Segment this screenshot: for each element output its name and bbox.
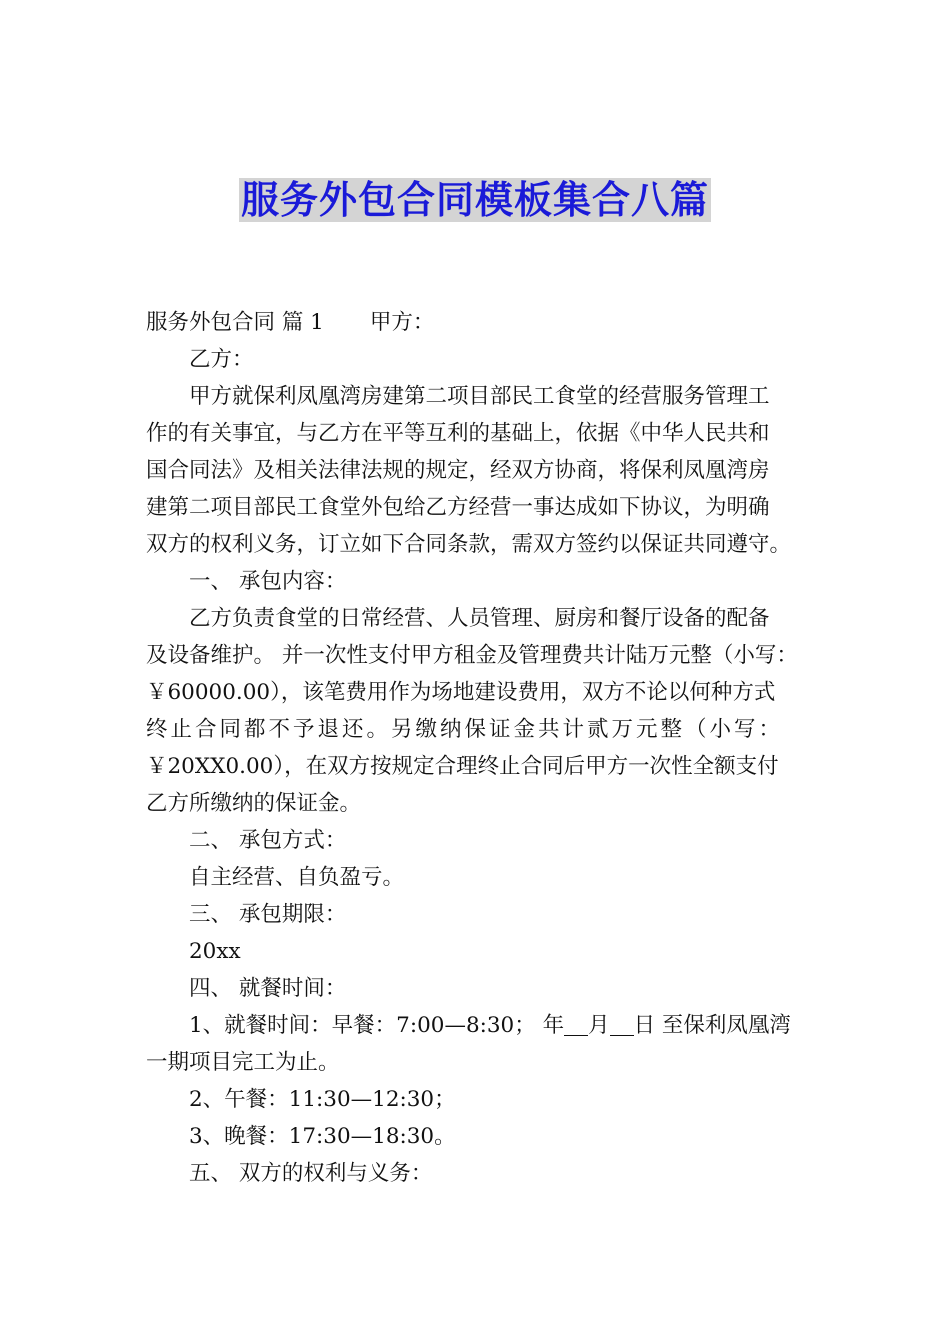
document-body [146,304,810,1192]
party-a-label: 甲方： [369,310,435,335]
paragraph-line: 20xx [189,939,241,964]
section-heading: 一、 承包内容： [189,569,347,594]
paragraph-line: 一期项目完工为止。 [146,1050,340,1075]
meal-time-text: 1、就餐时间：早餐：7:00—8:30； 年 [189,1013,565,1038]
paragraph-line: 2、午餐：11:30—12:30； [189,1087,456,1112]
paragraph-line: 自主经营、自负盈亏。 [189,865,405,890]
contract-heading-line [146,304,810,341]
section-heading: 四、 就餐时间： [189,976,347,1001]
contract-heading: 服务外包合同 篇 1 [146,310,324,335]
party-b-label: 乙方： [189,347,254,372]
meal-time-line [146,1007,810,1044]
document-title [0,172,950,228]
paragraph-line: 建第二项目部民工食堂外包给乙方经营一事达成如下协议，为明确 [146,495,770,520]
paragraph-line: 乙方所缴纳的保证金。 [146,791,362,816]
title-text: 服务外包合同模板集合八篇 [240,178,709,222]
section-heading: 五、 双方的权利与义务： [189,1161,433,1186]
paragraph-line: 双方的权利义务，订立如下合同条款，需双方签约以保证共同遵守。 [146,532,792,557]
paragraph-line: 甲方就保利凤凰湾房建第二项目部民工食堂的经营服务管理工 [189,384,770,409]
blank-field [564,1013,588,1036]
day-label: 日 至保利凤凰湾 [633,1013,791,1038]
paragraph-line: 国合同法》及相关法律法规的规定，经双方协商，将保利凤凰湾房 [146,458,770,483]
paragraph-line: 3、晚餐：17:30—18:30。 [189,1124,456,1149]
paragraph-line: 乙方负责食堂的日常经营、人员管理、厨房和餐厅设备的配备 [189,606,770,631]
paragraph-line: 作的有关事宜，与乙方在平等互利的基础上，依据《中华人民共和 [146,421,770,446]
paragraph-line: ￥60000.00），该笔费用作为场地建设费用，双方不论以何种方式 [146,680,776,705]
blank-field [610,1013,634,1036]
section-heading: 三、 承包期限： [189,902,347,927]
section-heading: 二、 承包方式： [189,828,347,853]
paragraph-line: ￥20XX0.00），在双方按规定合理终止合同后甲方一次性全额支付 [146,754,779,779]
month-label: 月 [588,1013,610,1038]
paragraph-line: 及设备维护。 并一次性支付甲方租金及管理费共计陆万元整（小写： [146,643,798,668]
paragraph-line: 终止合同都不予退还。另缴纳保证金共计贰万元整（小写： [146,717,784,742]
